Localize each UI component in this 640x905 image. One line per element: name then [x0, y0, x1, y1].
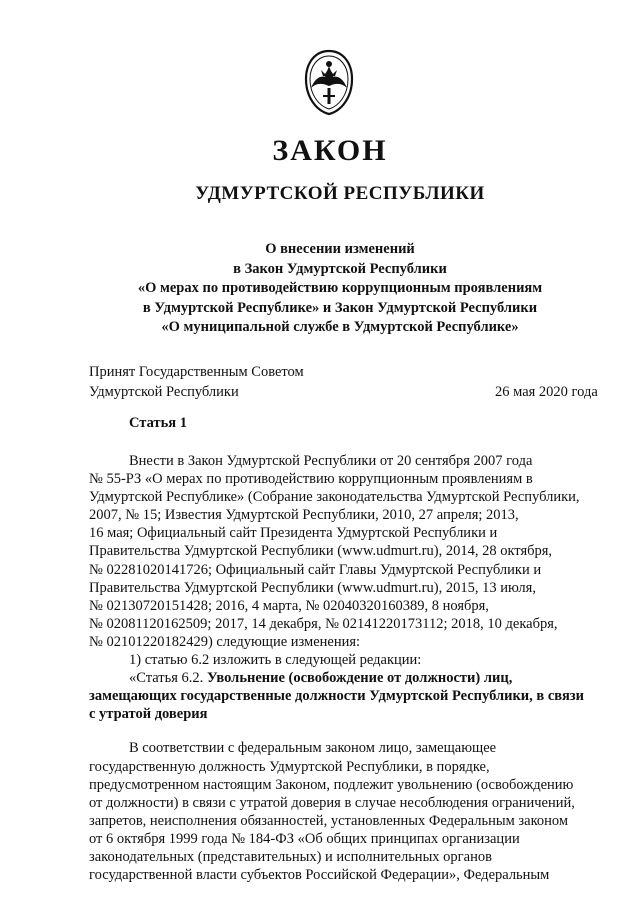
- body-line: № 02081120162509; 2017, 14 декабря, № 02141220173112; 2018, 10 декабря,: [89, 615, 558, 632]
- body-line: запретов, неисполнения обязанностей, установленных Федеральным законом: [89, 812, 569, 829]
- body-line: Правительства Удмуртской Республики (www.udmurt.ru), 2014, 28 октября,: [89, 543, 553, 560]
- document-subtitle: УДМУРТСКОЙ РЕСПУБЛИКИ: [195, 183, 485, 204]
- heading-line: «О мерах по противодействию коррупционным проявлениям: [137, 280, 543, 296]
- article-body: [89, 452, 602, 884]
- heading-line: О внесении изменений: [265, 241, 415, 257]
- body-line: государственную должность Удмуртской Республики, в порядке,: [89, 758, 490, 775]
- list-item: 1) статью 6.2 изложить в следующей редакции:: [129, 652, 422, 669]
- udmurt-coat-of-arms-icon: [303, 48, 355, 116]
- adopted-line: Удмуртской Республики: [89, 383, 239, 400]
- body-line: предусмотренном настоящим Законом, подлежит увольнению (освобождению: [89, 776, 574, 793]
- statute-title-line: с утратой доверия: [89, 706, 208, 723]
- body-line: законодательных (представительных) и исполнительных органов: [89, 848, 492, 865]
- document-title: ЗАКОН: [272, 134, 388, 167]
- body-line: № 02281020141726; Официальный сайт Главы Удмуртской Республики и: [89, 561, 542, 578]
- body-line: Правительства Удмуртской Республики (www.udmurt.ru), 2015, 13 июля,: [89, 579, 536, 596]
- law-heading: [100, 240, 580, 338]
- body-line: Внести в Закон Удмуртской Республики от 20 сентября 2007 года: [129, 453, 533, 469]
- statute-heading-line: [89, 669, 602, 687]
- body-line: № 02101220182429) следующие изменения:: [89, 633, 361, 650]
- body-line: № 02130720151428; 2016, 4 марта, № 02040320160389, 8 ноября,: [89, 597, 489, 614]
- body-line: 2007, № 15; Известия Удмуртской Республики, 2010, 27 апреля; 2013,: [89, 507, 519, 524]
- article-title: Статья 1: [129, 415, 187, 431]
- body-line: № 55-РЗ «О мерах по противодействию коррупционным проявлениям в: [89, 471, 533, 488]
- heading-line: в Удмуртской Республике» и Закон Удмуртской Республики: [142, 299, 538, 316]
- body-line: 16 мая; Официальный сайт Президента Удмуртской Республики и: [89, 525, 498, 542]
- heading-line: в Закон Удмуртской Республики: [233, 260, 447, 277]
- body-line: Удмуртской Республике» (Собрание законодательства Удмуртской Республики,: [89, 489, 580, 506]
- body-line: государственной власти субъектов Российской Федерации», Федеральным: [89, 867, 550, 884]
- statute-title-line: замещающих государственные должности Удмуртской Республики, в связи: [89, 688, 584, 705]
- adopted-line: Принят Государственным Советом: [89, 364, 304, 380]
- body-line: от 6 октября 1999 года № 184-ФЗ «Об общих принципах организации: [89, 830, 520, 847]
- body-line: В соответствии с федеральным законом лицо, замещающее: [129, 740, 497, 757]
- statute-prefix: «Статья 6.2.: [129, 670, 204, 687]
- body-line: от должности) в связи с утратой доверия в случае несоблюдения ограничений,: [89, 794, 575, 811]
- statute-title: Увольнение (освобождение от должности) лиц,: [206, 670, 513, 687]
- adopted-by: [89, 363, 304, 402]
- adoption-date: 26 мая 2020 года: [495, 384, 598, 400]
- heading-line: «О муниципальной службе в Удмуртской Республике»: [161, 319, 519, 335]
